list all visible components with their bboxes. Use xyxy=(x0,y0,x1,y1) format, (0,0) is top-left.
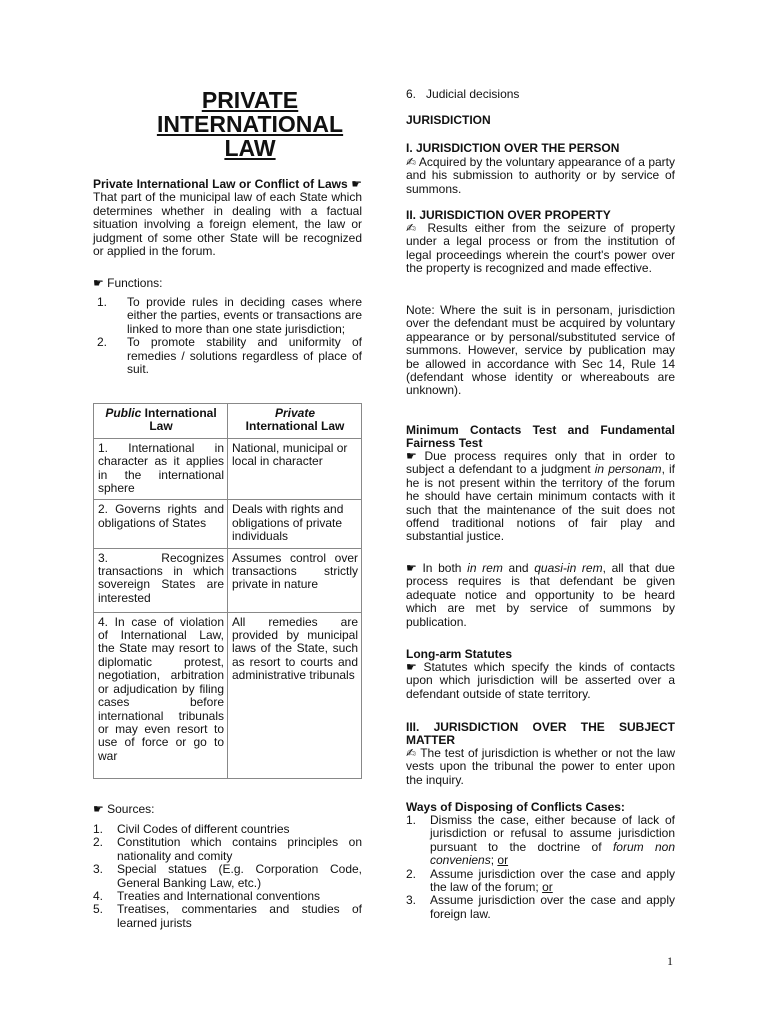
list-item: 3. Special statues (E.g. Corporation Code, General Banking Law, etc.) xyxy=(93,862,362,890)
list-item: 4. Treaties and International conventions xyxy=(93,889,321,904)
writing-hand-icon: ✍ xyxy=(406,746,417,760)
item-6-line: 6. Judicial decisions xyxy=(406,87,520,101)
writing-hand-icon: ✍ xyxy=(406,155,417,169)
jurisdiction-heading: JURISDICTION xyxy=(406,113,491,127)
functions-list xyxy=(93,296,362,376)
title-line-1: PRIVATE xyxy=(201,87,299,113)
table-cell: 4. In case of violation of International Law, the State may resort to diplomatic protest, negotiation, arbitration or adjudication by filing cases before international tribunals or may even resort to use of force or go to war xyxy=(94,612,228,778)
table-header-row xyxy=(94,404,362,439)
table-row xyxy=(94,500,362,548)
list-item: 2. To promote stability and uniformity of remedies / solutions regardless of place of suit. xyxy=(97,335,362,377)
table-cell: Deals with rights and obligations of private individuals xyxy=(228,500,362,548)
table-cell: All remedies are provided by municipal laws of the State, such as resort to courts and administrative tribunals xyxy=(228,612,362,778)
list-item: 2. Constitution which contains principles on nationality and comity xyxy=(93,835,362,863)
table-header-public: Public International Law xyxy=(94,404,228,439)
functions-label: Functions: xyxy=(107,276,163,290)
pointing-hand-icon: ☛ xyxy=(406,561,417,575)
definition-paragraph xyxy=(93,178,362,258)
table-row xyxy=(94,612,362,778)
list-item: 3. Assume jurisdiction over the case and apply foreign law. xyxy=(406,893,675,921)
list-item: 1. Civil Codes of different countries xyxy=(93,822,290,836)
title-line-2: INTERNATIONAL xyxy=(156,111,344,137)
person-paragraph: ✍ Acquired by the voluntary appearance of a party and his submission to authority or by service of summons. xyxy=(406,155,675,196)
subject-paragraph: ✍ The test of jurisdiction is whether or not the law vests upon the tribunal the power to enter upon the inquiry. xyxy=(406,746,675,787)
pointing-hand-icon: ☛ xyxy=(406,660,417,674)
pointing-hand-icon: ☛ xyxy=(93,802,104,816)
table-cell: National, municipal or local in character xyxy=(228,438,362,500)
sources-label-line xyxy=(93,803,362,816)
longarm-heading: Long-arm Statutes xyxy=(406,647,513,661)
table-row xyxy=(94,548,362,612)
min-contacts-paragraph: ☛ Due process requires only that in order to subject a defendant to a judgment in personam, if he is not present within the territory of the forum he should have certain minimum contacts with it such that the maintenance of the suit does not offend traditional notions of fair play and substantial justice. xyxy=(406,449,675,544)
sources-label: Sources: xyxy=(107,802,155,816)
min-contacts-heading: Minimum Contacts Test and Fundamental Fairness Test xyxy=(406,423,675,451)
comparison-table xyxy=(93,403,362,779)
writing-hand-icon: ✍ xyxy=(406,221,421,235)
table-row xyxy=(94,438,362,500)
table-cell: 2. Governs rights and obligations of States xyxy=(94,500,228,548)
person-heading: I. JURISDICTION OVER THE PERSON xyxy=(406,141,620,155)
ways-list xyxy=(406,814,675,921)
table-cell: Assumes control over transactions strictly private in nature xyxy=(228,548,362,612)
table-cell: 3. Recognizes transactions in which sovereign States are interested xyxy=(94,548,228,612)
page-number: 1 xyxy=(667,954,673,968)
ways-heading: Ways of Disposing of Conflicts Cases: xyxy=(406,800,625,814)
definition-text: That part of the municipal law of each State which determines whether in dealing with a factual situation involving a foreign element, the law or judgment of some other State will be recognized or applied in the forum. xyxy=(93,190,362,259)
pointing-hand-icon: ☛ xyxy=(93,276,104,290)
property-heading: II. JURISDICTION OVER PROPERTY xyxy=(406,208,611,222)
table-header-private: Private International Law xyxy=(228,404,362,439)
item-6-text: Judicial decisions xyxy=(426,87,520,101)
pointing-hand-icon: ☛ xyxy=(406,449,417,463)
list-item: 2. Assume jurisdiction over the case and apply the law of the forum; or xyxy=(406,866,675,895)
title-line-3: LAW xyxy=(224,135,276,161)
sources-list xyxy=(93,823,362,930)
pointing-hand-icon: ☛ xyxy=(351,177,362,191)
list-item: 1. To provide rules in deciding cases where either the parties, events or transactions are linked to more than one state jurisdiction; xyxy=(97,295,362,336)
in-rem-paragraph: ☛ In both in rem and quasi-in rem, all that due process requires is that defendant be given adequate notice and opportunity to be heard which are met by service of summons by publication. xyxy=(406,561,675,629)
definition-term: Private International Law or Conflict of Laws xyxy=(93,177,348,191)
functions-label-line xyxy=(93,277,362,290)
list-item: 5. Treatises, commentaries and studies of learned jurists xyxy=(93,902,362,930)
page-title xyxy=(93,88,407,160)
property-paragraph: ✍ Results either from the seizure of property under a legal process or from the institution of legal proceedings wherein the court's power over the property is recognized and made effective. xyxy=(406,221,675,276)
list-item: 1. Dismiss the case, either because of lack of jurisdiction or refusal to assume jurisdiction pursuant to the doctrine of forum non conveniens; or xyxy=(406,813,675,868)
subject-heading: III. JURISDICTION OVER THE SUBJECT MATTER xyxy=(406,720,675,748)
longarm-paragraph: ☛ Statutes which specify the kinds of contacts upon which jurisdiction will be asserted over a defendant outside of state territory. xyxy=(406,660,675,701)
note-paragraph: Note: Where the suit is in personam, jurisdiction over the defendant must be acquired by voluntary appearance or by personal/substituted service of summons. However, service by publication may be allowed in accordance with Sec 14, Rule 14 (defendant whose identity or whereabouts are unknown). xyxy=(406,303,675,398)
table-cell: 1. International in character as it applies in the international sphere xyxy=(94,438,228,500)
